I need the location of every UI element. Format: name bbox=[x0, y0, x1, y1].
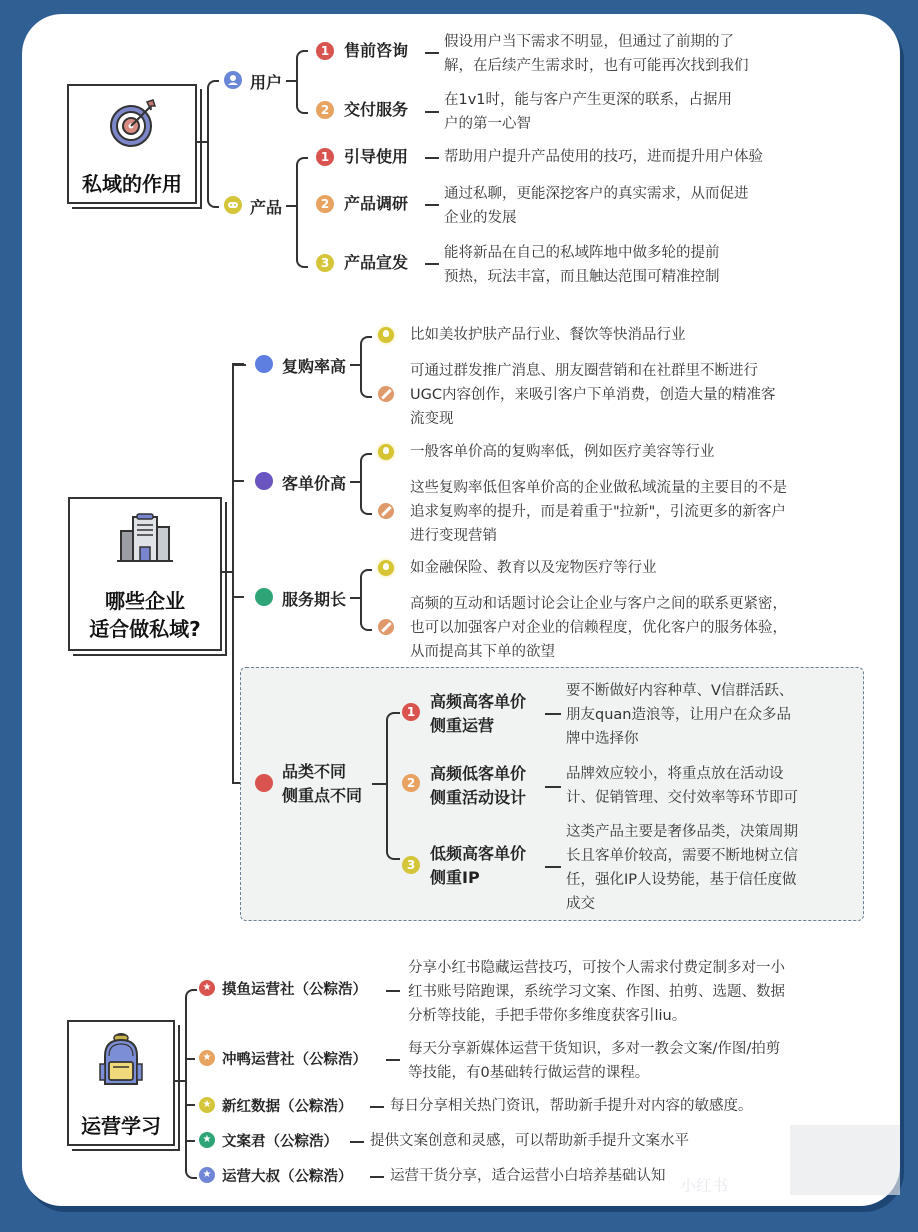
item-moyu-ops: 摸鱼运营社（公粽浩） bbox=[222, 982, 367, 998]
root-title-line1: 哪些企业 bbox=[105, 589, 185, 613]
lightbulb-icon bbox=[378, 327, 394, 343]
item-xinhong-data: 新红数据（公粽浩） bbox=[222, 1099, 353, 1115]
desc-delivery: 在1v1时，能与客户产生更深的联系，占据用 户的第一心智 bbox=[444, 92, 733, 132]
tip-high-repurchase: 比如美妆护肤产品行业、餐饮等快消品行业 bbox=[410, 327, 686, 343]
backpack-icon bbox=[99, 1032, 143, 1088]
item-high-freq-low-price: 高频低客单价 侧重活动设计 bbox=[430, 764, 527, 807]
pencil-icon bbox=[378, 386, 394, 402]
branch-long-service: 服务期长 bbox=[282, 590, 347, 609]
desc-guide-usage: 帮助用户提升产品使用的技巧，进而提升用户体验 bbox=[444, 149, 763, 165]
desc-high-freq-high-price: 要不断做好内容种草、V信群活跃、 朋友quan造浪等，让用户在众多品 牌中选择你 bbox=[566, 683, 794, 747]
item-presale-consult: 售前咨询 bbox=[344, 41, 409, 60]
item-product-launch: 产品宣发 bbox=[344, 253, 409, 272]
item-guide-usage: 引导使用 bbox=[344, 147, 409, 166]
user-icon bbox=[224, 71, 242, 89]
desc-xinhong-data: 每日分享相关热门资讯，帮助新手提升对内容的敏感度。 bbox=[390, 1098, 753, 1114]
target-icon bbox=[109, 98, 159, 148]
star-icon: ★ bbox=[199, 1167, 215, 1183]
number-badge: 2 bbox=[316, 101, 334, 119]
item-delivery-service: 交付服务 bbox=[344, 100, 409, 119]
note-high-repurchase: 可通过群发推广消息、朋友圈营销和在社群里不断进行 UGC内容创作，来吸引客户下单消费，创造大量的精准客 流变现 bbox=[410, 363, 776, 427]
branch-category-focus: 品类不同 侧重点不同 bbox=[282, 762, 363, 805]
pencil-icon bbox=[378, 619, 394, 635]
number-badge: 3 bbox=[316, 254, 334, 272]
root-node-ops-learning bbox=[67, 1020, 175, 1146]
root-title: 运营学习 bbox=[81, 1114, 161, 1138]
tip-long-service: 如金融保险、教育以及宠物医疗等行业 bbox=[410, 560, 657, 576]
item-product-research: 产品调研 bbox=[344, 194, 409, 213]
building-icon bbox=[115, 513, 175, 565]
note-high-price: 这些复购率低但客单价高的企业做私域流量的主要目的不是 追求复购率的提升，而是着重于"拉新"，引流更多的新客户 进行变现营销 bbox=[410, 480, 787, 544]
note-long-service: 高频的互动和话题讨论会让企业与客户之间的联系更紧密， 也可以加强客户对企业的信赖程度，优化客户的服务体验， 从而提高其下单的欲望 bbox=[410, 596, 787, 660]
star-icon: ★ bbox=[199, 1132, 215, 1148]
desc-wenanjun: 提供文案创意和灵感，可以帮助新手提升文案水平 bbox=[370, 1133, 689, 1149]
tip-high-price: 一般客单价高的复购率低，例如医疗美容等行业 bbox=[410, 444, 715, 460]
pencil-icon bbox=[378, 503, 394, 519]
gamepad-icon bbox=[224, 196, 242, 214]
lightbulb-icon bbox=[378, 444, 394, 460]
desc-moyu-ops: 分享小红书隐藏运营技巧，可按个人需求付费定制多对一小 红书账号陪跑课，系统学习文案、作图、拍剪、选题、数据 分析等技能，手把手带你多维度获客引liu。 bbox=[408, 960, 785, 1024]
item-high-freq-high-price: 高频高客单价 侧重运营 bbox=[430, 692, 527, 735]
number-badge: 1 bbox=[402, 703, 420, 721]
branch-high-repurchase: 复购率高 bbox=[282, 357, 347, 376]
star-icon: ★ bbox=[199, 1097, 215, 1113]
watermark: 小红书 bbox=[790, 1125, 900, 1195]
branch-user: 用户 bbox=[250, 73, 283, 92]
branch-high-price: 客单价高 bbox=[282, 474, 347, 493]
desc-high-freq-low-price: 品牌效应较小，将重点放在活动设 计、促销管理、交付效率等环节即可 bbox=[566, 766, 798, 806]
number-badge: 1 bbox=[316, 42, 334, 60]
root-title-line2: 适合做私域? bbox=[89, 617, 201, 641]
root-title: 私域的作用 bbox=[82, 172, 182, 196]
desc-chongya-ops: 每天分享新媒体运营干货知识，多对一教会文案/作图/拍剪 等技能，有0基础转行做运营的课程。 bbox=[408, 1041, 781, 1081]
item-low-freq-high-price: 低频高客单价 侧重IP bbox=[430, 844, 527, 887]
branch-dot bbox=[255, 774, 273, 792]
number-badge: 2 bbox=[402, 774, 420, 792]
lightbulb-icon bbox=[378, 560, 394, 576]
root-node-which-companies bbox=[68, 497, 222, 651]
number-badge: 2 bbox=[316, 195, 334, 213]
star-icon: ★ bbox=[199, 980, 215, 996]
desc-product-research: 通过私聊，更能深挖客户的真实需求，从而促进 企业的发展 bbox=[444, 186, 749, 226]
star-icon: ★ bbox=[199, 1050, 215, 1066]
item-ops-uncle: 运营大叔（公粽浩） bbox=[222, 1169, 353, 1185]
desc-low-freq-high-price: 这类产品主要是奢侈品类，决策周期 长且客单价较高，需要不断地树立信 任，强化IP人设势能，基于信任度做 成交 bbox=[566, 824, 798, 912]
number-badge: 3 bbox=[402, 856, 420, 874]
desc-ops-uncle: 运营干货分享，适合运营小白培养基础认知 bbox=[390, 1168, 666, 1184]
branch-product: 产品 bbox=[250, 198, 283, 217]
item-wenanjun: 文案君（公粽浩） bbox=[222, 1134, 338, 1150]
branch-dot bbox=[255, 472, 273, 490]
item-chongya-ops: 冲鸭运营社（公粽浩） bbox=[222, 1052, 367, 1068]
desc-product-launch: 能将新品在自己的私域阵地中做多轮的提前 预热，玩法丰富，而且触达范围可精准控制 bbox=[444, 245, 720, 285]
root-node-private-domain-role bbox=[67, 84, 197, 204]
number-badge: 1 bbox=[316, 148, 334, 166]
desc-presale: 假设用户当下需求不明显，但通过了前期的了 解，在后续产生需求时，也有可能再次找到我们 bbox=[444, 34, 749, 74]
branch-dot bbox=[255, 588, 273, 606]
branch-dot bbox=[255, 355, 273, 373]
